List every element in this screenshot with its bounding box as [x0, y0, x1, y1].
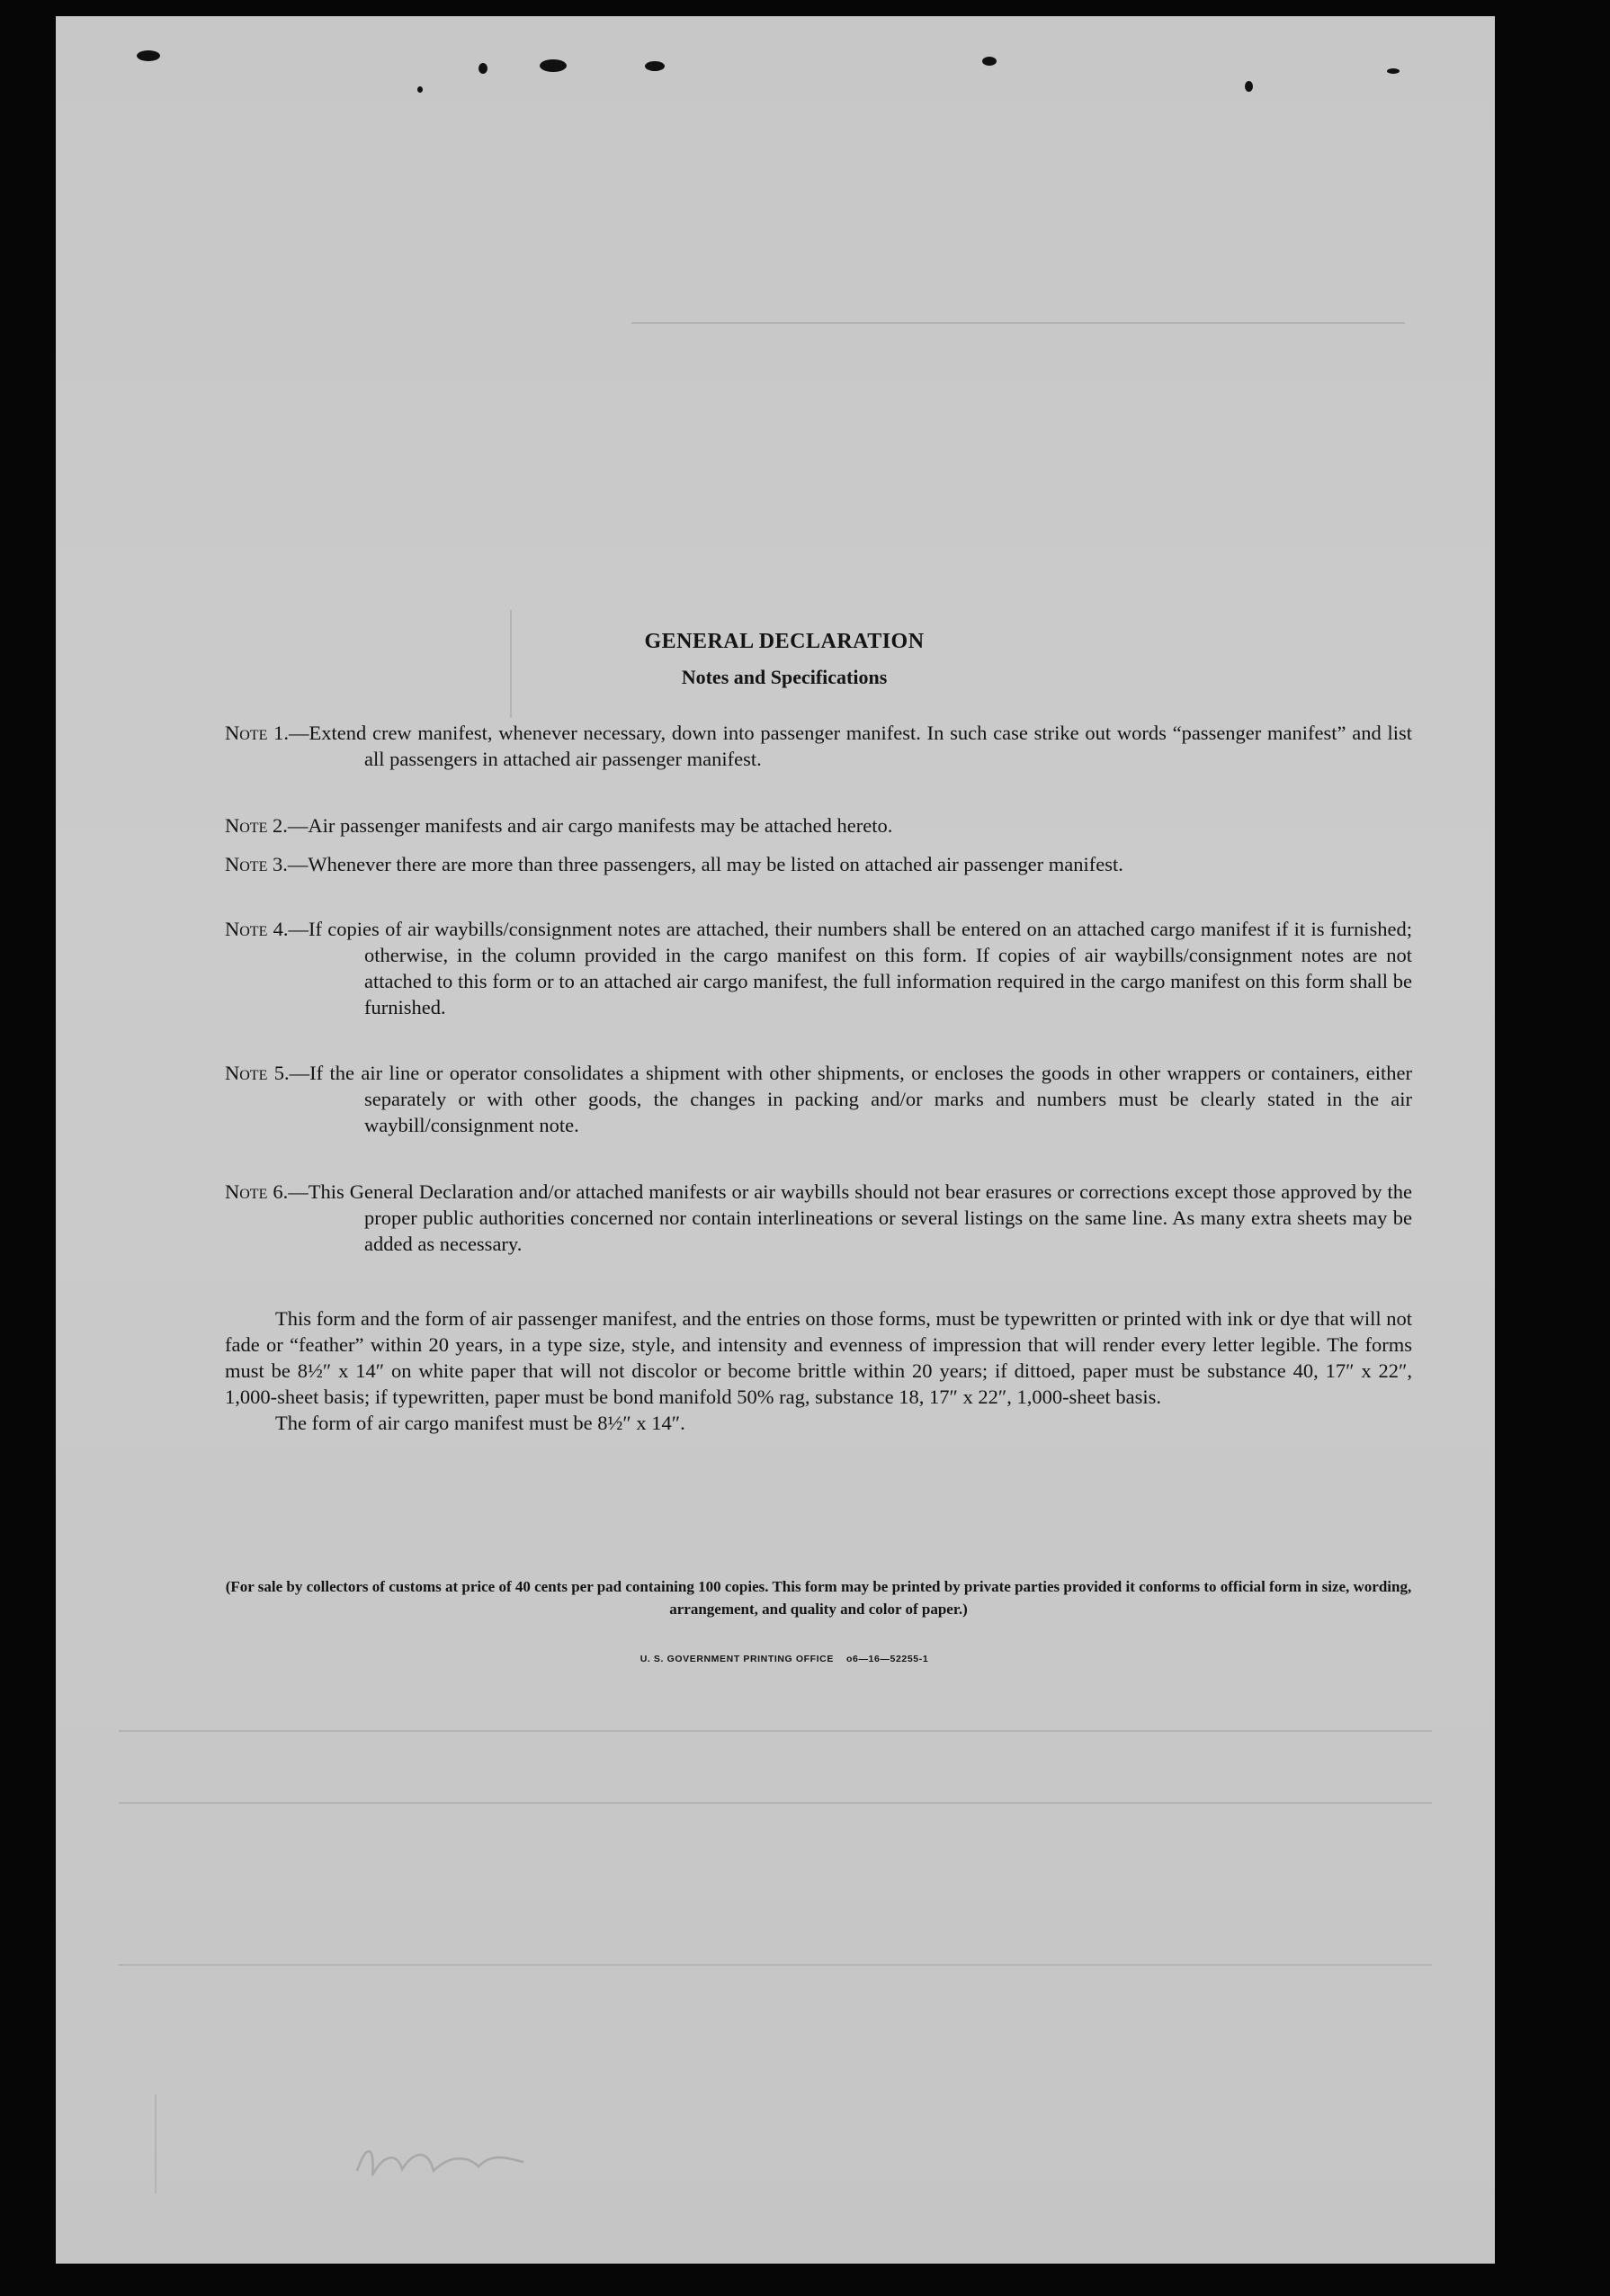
note-text: If the air line or operator consolidates a shipment with other shipments, or encloses the goods in other wrappers or containers, either separately or with other goods, the changes in packing and/or marks and numbers must be clearly stated in the air waybill/consignment note. [309, 1062, 1412, 1136]
note-label: Note 2. [225, 814, 288, 837]
note-text: This General Declaration and/or attached manifests or air waybills should not bear erasures or corrections except those approved by the proper public authorities concerned nor contain interlineations or several listings on the same line. As many extra sheets may be added as necessary. [308, 1180, 1413, 1255]
note-3: Note 3.—Whenever there are more than three passengers, all may be listed on attached air passenger manifest. [225, 853, 1123, 875]
page-subtitle: Notes and Specifications [681, 666, 888, 688]
note-1: Note 1.—Extend crew manifest, whenever necessary, down into passenger manifest. In such case strike out words “passenger manifest” and list all passengers in attached air passenger manifest. [225, 722, 1412, 770]
note-label: Note 6. [225, 1180, 289, 1203]
document-content [56, 16, 1495, 2264]
signature-bleed-through [353, 2135, 532, 2189]
note-text: Whenever there are more than three passengers, all may be listed on attached air passenger manifest. [308, 853, 1123, 875]
document-page [56, 16, 1495, 2264]
paper-specification: This form and the form of air passenger manifest, and the entries on those forms, must be typewritten or printed with ink or dye that will not fade or “feather” within 20 years, in a type size, style, and intensity and evenness of impression that will render every letter legible. The forms must be 8½″ x 14″ on white paper that will not discolor or become brittle within 20 years; if dittoed, paper must be substance 40, 17″ x 22″, 1,000-sheet basis; if typewritten, paper must be bond manifold 50% rag, substance 18, 17″ x 22″, 1,000-sheet basis. [225, 1307, 1412, 1408]
cargo-manifest-size: The form of air cargo manifest must be 8½″ x 14″. [275, 1412, 685, 1434]
note-label: Note 5. [225, 1062, 290, 1084]
note-text: If copies of air waybills/consignment notes are attached, their numbers shall be entered on an attached cargo manifest if it is furnished; otherwise, in the column provided in the cargo manifest on this form. If copies of air waybills/consignment notes are not attached to this form or to an attached air cargo manifest, the full information required in the cargo manifest on this form shall be furnished. [309, 918, 1413, 1018]
note-label: Note 4. [225, 918, 289, 940]
note-label: Note 1. [225, 722, 289, 744]
note-5: Note 5.—If the air line or operator consolidates a shipment with other shipments, or encloses the goods in other wrappers or containers, either separately or with other goods, the changes in packing and/or marks and numbers must be clearly stated in the air waybill/consignment note. [225, 1062, 1412, 1136]
sale-notice: (For sale by collectors of customs at price of 40 cents per pad containing 100 copies. This form may be printed by private parties provided it conforms to official form in size, wording, arrangement, and quality and color of paper.) [225, 1578, 1412, 1618]
note-text: Air passenger manifests and air cargo manifests may be attached hereto. [308, 814, 893, 837]
specifications-paragraph [225, 1305, 1412, 1436]
page-title: GENERAL DECLARATION [644, 630, 925, 653]
note-text: Extend crew manifest, whenever necessary, down into passenger manifest. In such case strike out words “passenger manifest” and list all passengers in attached air passenger manifest. [309, 722, 1412, 770]
note-4: Note 4.—If copies of air waybills/consignment notes are attached, their numbers shall be entered on an attached cargo manifest if it is furnished; otherwise, in the column provided in the cargo manifest on this form. If copies of air waybills/consignment notes are not attached to this form or to an attached air cargo manifest, the full information required in the cargo manifest on this form shall be furnished. [225, 918, 1413, 1018]
note-2: Note 2.—Air passenger manifests and air cargo manifests may be attached hereto. [225, 814, 893, 837]
printer-imprint: U. S. GOVERNMENT PRINTING OFFICE o6—16—52255-1 [640, 1654, 929, 1664]
note-label: Note 3. [225, 853, 288, 875]
note-6: Note 6.—This General Declaration and/or attached manifests or air waybills should not bear erasures or corrections except those approved by the proper public authorities concerned nor contain interlineations or several listings on the same line. As many extra sheets may be added as necessary. [225, 1180, 1413, 1255]
